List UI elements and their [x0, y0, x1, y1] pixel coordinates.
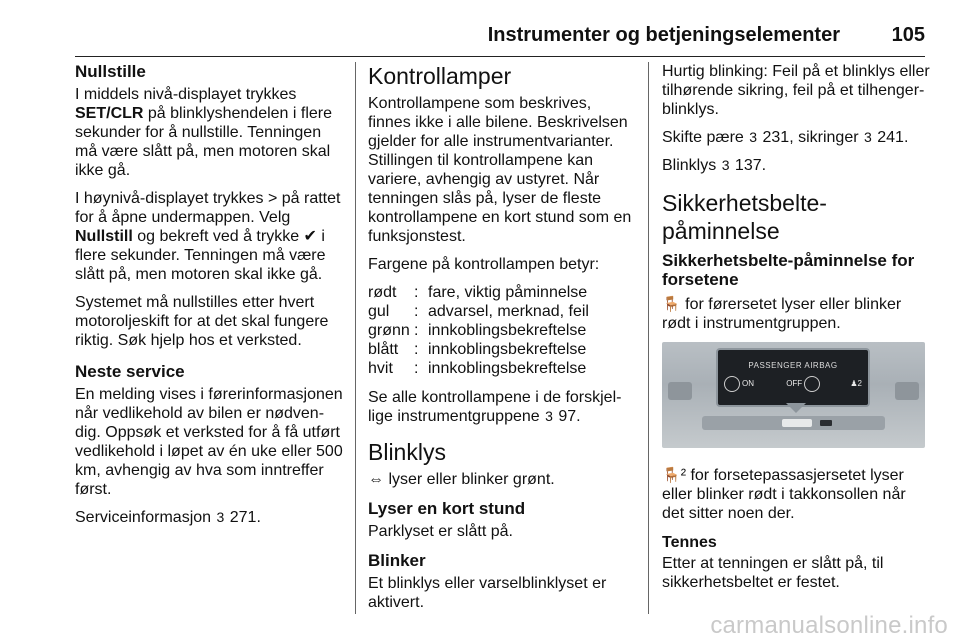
- color-desc: fare, viktig påminnelse: [428, 284, 588, 301]
- table-row: [368, 340, 589, 359]
- seat-label: 2: [857, 379, 862, 388]
- heading-kontrollamper: Kontrollamper: [368, 63, 512, 89]
- color-name: grønn: [368, 322, 410, 339]
- page-ref-icon: 3: [545, 408, 553, 424]
- heading-tennes: Tennes: [662, 534, 717, 551]
- airbag-panel-text: PASSENGER AIRBAG: [748, 361, 838, 370]
- separator: :: [414, 341, 419, 358]
- paragraph-bulb-fuse-ref: [662, 128, 930, 147]
- airbag-panel-photo: [662, 342, 925, 448]
- airbag-on-indicator: [724, 374, 754, 393]
- color-desc: innkoblingsbekreftelse: [428, 360, 587, 377]
- page-header-title: Instrumenter og betjeningselementer: [487, 24, 840, 46]
- off-label: OFF: [786, 379, 803, 388]
- paragraph-see-all: [368, 388, 636, 426]
- separator: :: [414, 360, 419, 377]
- paragraph-service-message: En melding vises i førerinformasjonen når vedlikehold av bilen er nødven-dig. Oppsøk et verksted for å få utført vedlikehold i løpet av én uke eller 500 km, avhengig av hva som inntreffer først.: [75, 386, 343, 498]
- paragraph-service-info: [75, 508, 343, 527]
- text: I høynivå-displayet trykkes: [75, 190, 268, 207]
- text: 231, sikringer: [758, 129, 863, 146]
- color-name: hvit: [368, 360, 393, 377]
- paragraph-oil-change: Systemet må nullstilles etter hvert motoroljeskift for at det skal fungere riktig. Søk hjelp hos et verksted.: [75, 294, 329, 349]
- paragraph-fast-blink: Hurtig blinking: Feil på et blinklys eller tilhørende sikring, feil på et tilhenger-blinklys.: [662, 63, 930, 118]
- turn-signal-icon: ⇔: [368, 471, 384, 488]
- heading-neste-service: Neste service: [75, 362, 185, 381]
- paragraph-kontrollamper-intro: Kontrollampene som beskrives, finnes ikke i alle bilene. Beskrivelsen gjelder for alle instrumentvarianter. Stillingen til kontrollampene kan variere, avhengig av ustyret. Når tenningen slås på, lyser de fleste kontrollampene en kort stund som en funksjonstest.: [368, 95, 632, 245]
- text: Blinklys: [662, 157, 721, 174]
- page-ref-icon: 3: [749, 129, 758, 145]
- watermark: carmanualsonline.info: [710, 612, 948, 639]
- heading-lyser-kort: Lyser en kort stund: [368, 499, 526, 518]
- term-set-clr: SET/CLR: [75, 105, 144, 122]
- paragraph-blinklys: [368, 470, 636, 489]
- text: 241.: [872, 129, 909, 146]
- heading-blinker: Blinker: [368, 551, 426, 570]
- color-name: gul: [368, 303, 390, 320]
- airbag-icon: [724, 376, 740, 392]
- table-row: [368, 302, 589, 321]
- page-ref-icon: 3: [864, 129, 872, 145]
- paragraph-tennes: Etter at tenningen er slått på, til sikkerhetsbeltet er festet.: [662, 555, 884, 591]
- color-desc: innkoblingsbekreftelse: [428, 322, 587, 339]
- text: og bekreft ved å trykke: [132, 228, 304, 245]
- seatbelt-2-indicator: [850, 374, 862, 393]
- separator: :: [414, 284, 419, 301]
- text: Serviceinformasjon: [75, 509, 216, 526]
- vent-left: [668, 382, 692, 400]
- paragraph-passenger-seatbelt: [662, 466, 930, 523]
- page-number: 105: [891, 24, 925, 46]
- text: i flere sekunder. Tenningen må være slått på, men motoren skal ikke gå.: [75, 228, 326, 283]
- text: Skifte pære: [662, 129, 749, 146]
- heading-seatbelt-reminder: Sikkerhetsbelte-påminnelse: [662, 190, 827, 244]
- airbag-off-icon: [804, 376, 820, 392]
- airbag-display: [716, 348, 870, 407]
- heading-seatbelt-front: Sikkerhetsbelte-påminnelse for forsetene: [662, 251, 915, 289]
- page-ref-icon: 3: [721, 157, 730, 173]
- airbag-off-indicator: [784, 374, 820, 393]
- heading-blinklys: Blinklys: [368, 439, 446, 465]
- chevron-right-icon: >: [267, 190, 278, 207]
- text: Se alle kontrollampene i de forskjel-lige instrumentgruppene: [368, 389, 622, 425]
- column-2: [368, 62, 636, 621]
- paragraph-reset-middle: [75, 85, 343, 180]
- paragraph-colors-intro: Fargene på kontrollampen betyr:: [368, 256, 600, 273]
- paragraph-blinker: Et blinklys eller varselblinklyset er aktivert.: [368, 575, 607, 611]
- text: på blinklyshendelen i flere sekunder for å nullstille. Tenningen må være slått på, men motoren skal ikke gå.: [75, 105, 333, 179]
- color-name: blått: [368, 341, 399, 358]
- column-divider-1: [355, 62, 356, 614]
- paragraph-parklys: Parklyset er slått på.: [368, 523, 513, 540]
- text: på rattet for å åpne undermappen. Velg: [75, 190, 341, 226]
- table-row: [368, 359, 589, 378]
- color-desc: innkoblingsbekreftelse: [428, 341, 587, 358]
- text: lyser eller blinker grønt.: [384, 471, 555, 488]
- text: I middels nivå-displayet trykkes: [75, 86, 297, 103]
- seatbelt-icon: 🪑: [662, 296, 681, 313]
- text: 137.: [730, 157, 767, 174]
- header-rule: [75, 56, 925, 57]
- color-desc: advarsel, merknad, feil: [428, 303, 589, 320]
- text: for førersetet lyser eller blinker rødt i instrumentgruppen.: [662, 296, 902, 332]
- text: 271.: [225, 509, 261, 526]
- heading-nullstille: Nullstille: [75, 62, 146, 81]
- paragraph-blinklys-ref: [662, 156, 930, 175]
- paragraph-reset-high: [75, 189, 343, 284]
- column-divider-2: [648, 62, 649, 614]
- vent-right: [895, 382, 919, 400]
- separator: :: [414, 322, 419, 339]
- seatbelt-2-suffix: ²: [680, 467, 687, 484]
- text: 97.: [553, 408, 581, 425]
- color-name: rødt: [368, 284, 397, 301]
- paragraph-driver-seatbelt: [662, 295, 930, 333]
- text: for forsetepassasjersetet lyser eller blinker rødt i takkonsollen når det sitter noen der.: [662, 467, 906, 522]
- console-light: [782, 419, 812, 427]
- checkmark-icon: ✔: [303, 228, 317, 245]
- separator: :: [414, 303, 419, 320]
- airbag-indicators: [724, 374, 862, 393]
- table-row: [368, 321, 589, 340]
- table-row: [368, 283, 589, 302]
- pointer-notch: [786, 403, 806, 413]
- seatbelt-icon: 🪑: [662, 467, 681, 484]
- column-3: [662, 62, 930, 601]
- column-1: [75, 62, 343, 536]
- on-label: ON: [742, 379, 754, 388]
- console-sensor: [820, 420, 832, 426]
- seatbelt-icon: ♟: [850, 379, 858, 388]
- color-legend-table: [368, 283, 589, 378]
- term-nullstill: Nullstill: [75, 228, 133, 245]
- page-ref-icon: 3: [216, 509, 225, 525]
